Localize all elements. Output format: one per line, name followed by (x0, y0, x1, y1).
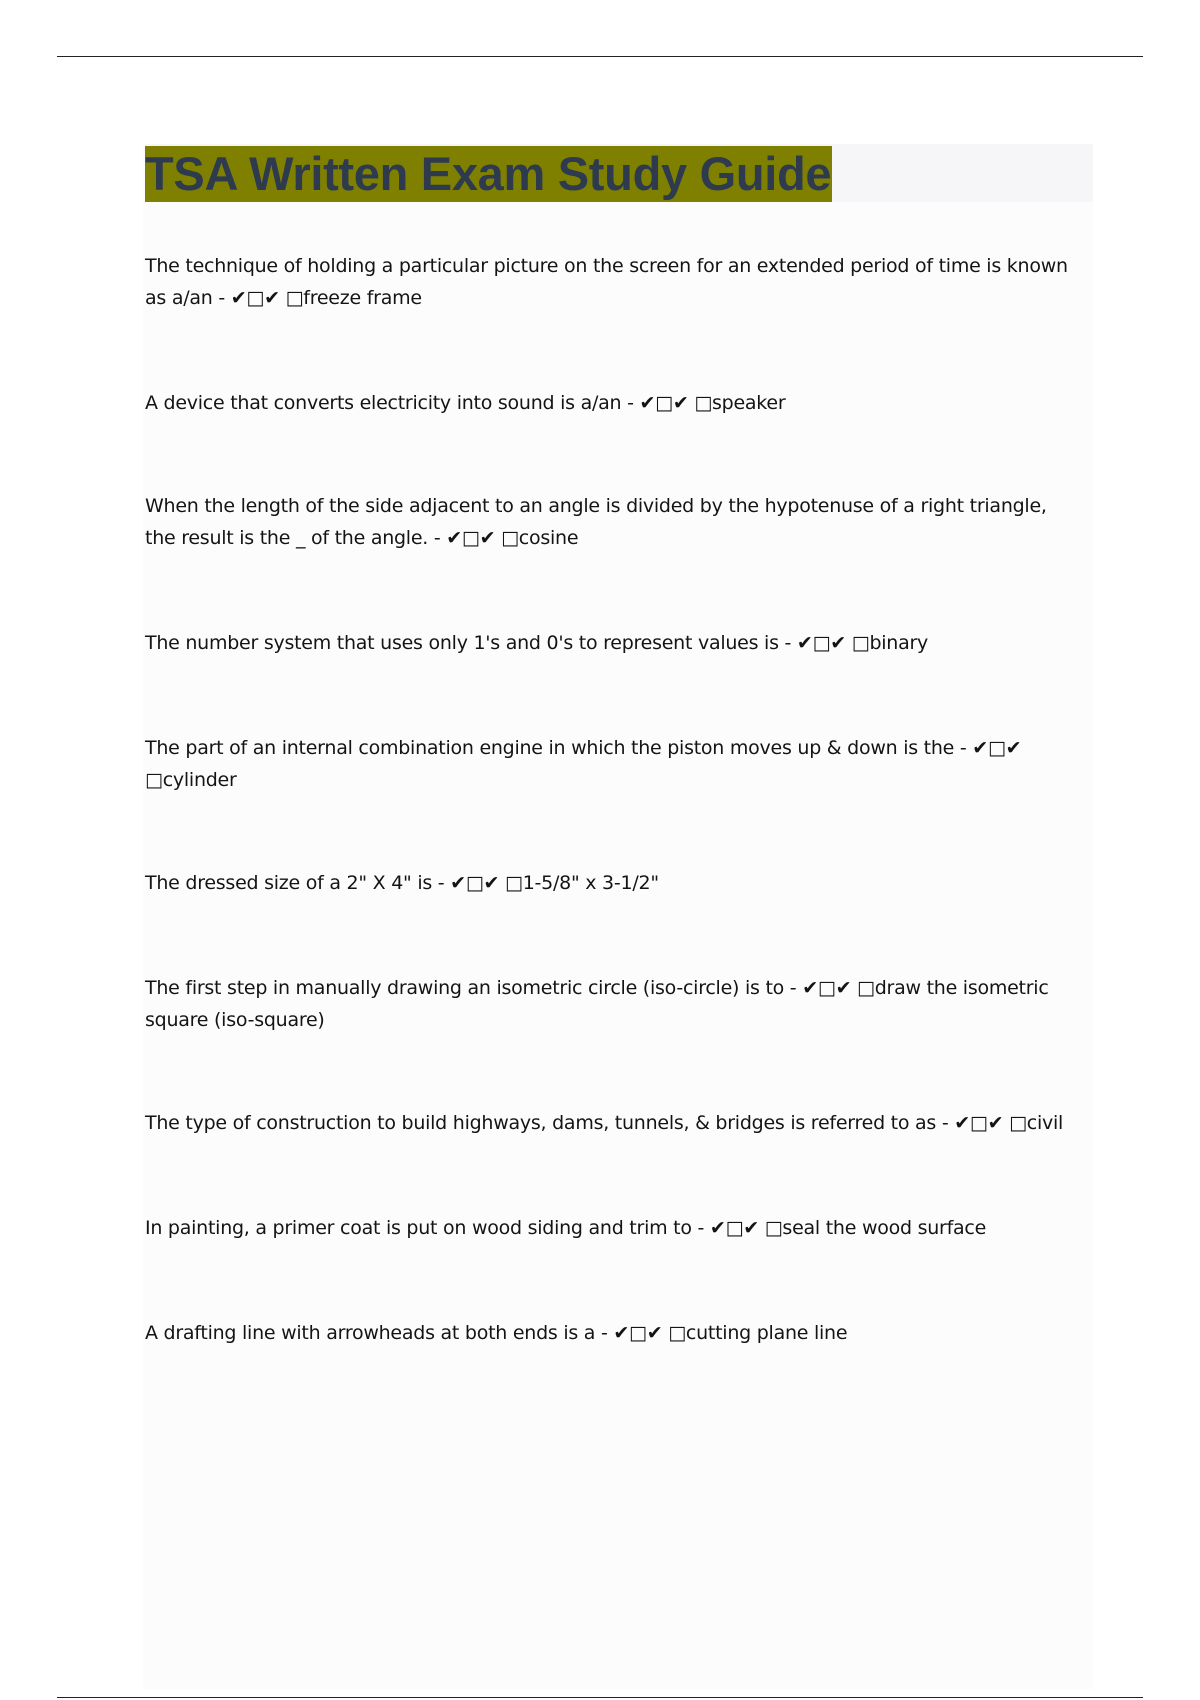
title-highlight (145, 146, 832, 202)
qa-item-6: The dressed size of a 2" X 4" is - ✔□✔ □1-5/8" x 3-1/2" (145, 872, 659, 894)
qa-item-7: The first step in manually drawing an isometric circle (iso-circle) is to - ✔□✔ □draw the isometric square (iso-square) (145, 977, 1049, 1031)
qa-item-10: A drafting line with arrowheads at both ends is a - ✔□✔ □cutting plane line (145, 1322, 848, 1344)
qa-item-2: A device that converts electricity into sound is a/an - ✔□✔ □speaker (145, 392, 786, 414)
page-bottom-rule (57, 1697, 1143, 1698)
page-body (143, 144, 1093, 1689)
qa-item-3: When the length of the side adjacent to an angle is divided by the hypotenuse of a right triangle, the result is the _ of the angle. - ✔□✔ □cosine (145, 495, 1047, 549)
qa-item-8: The type of construction to build highways, dams, tunnels, & bridges is referred to as - ✔□✔ □civil (145, 1112, 1064, 1134)
qa-item-5: The part of an internal combination engine in which the piston moves up & down is the - ✔□✔ □cylinder (145, 737, 1022, 791)
qa-item-4: The number system that uses only 1's and 0's to represent values is - ✔□✔ □binary (145, 632, 929, 654)
qa-item-9: In painting, a primer coat is put on wood siding and trim to - ✔□✔ □seal the wood surface (145, 1217, 987, 1239)
page-top-rule (57, 56, 1143, 57)
qa-item-1: The technique of holding a particular picture on the screen for an extended period of time is known as a/an - ✔□✔ □freeze frame (145, 255, 1068, 309)
page-title: TSA Written Exam Study Guide (145, 147, 832, 200)
